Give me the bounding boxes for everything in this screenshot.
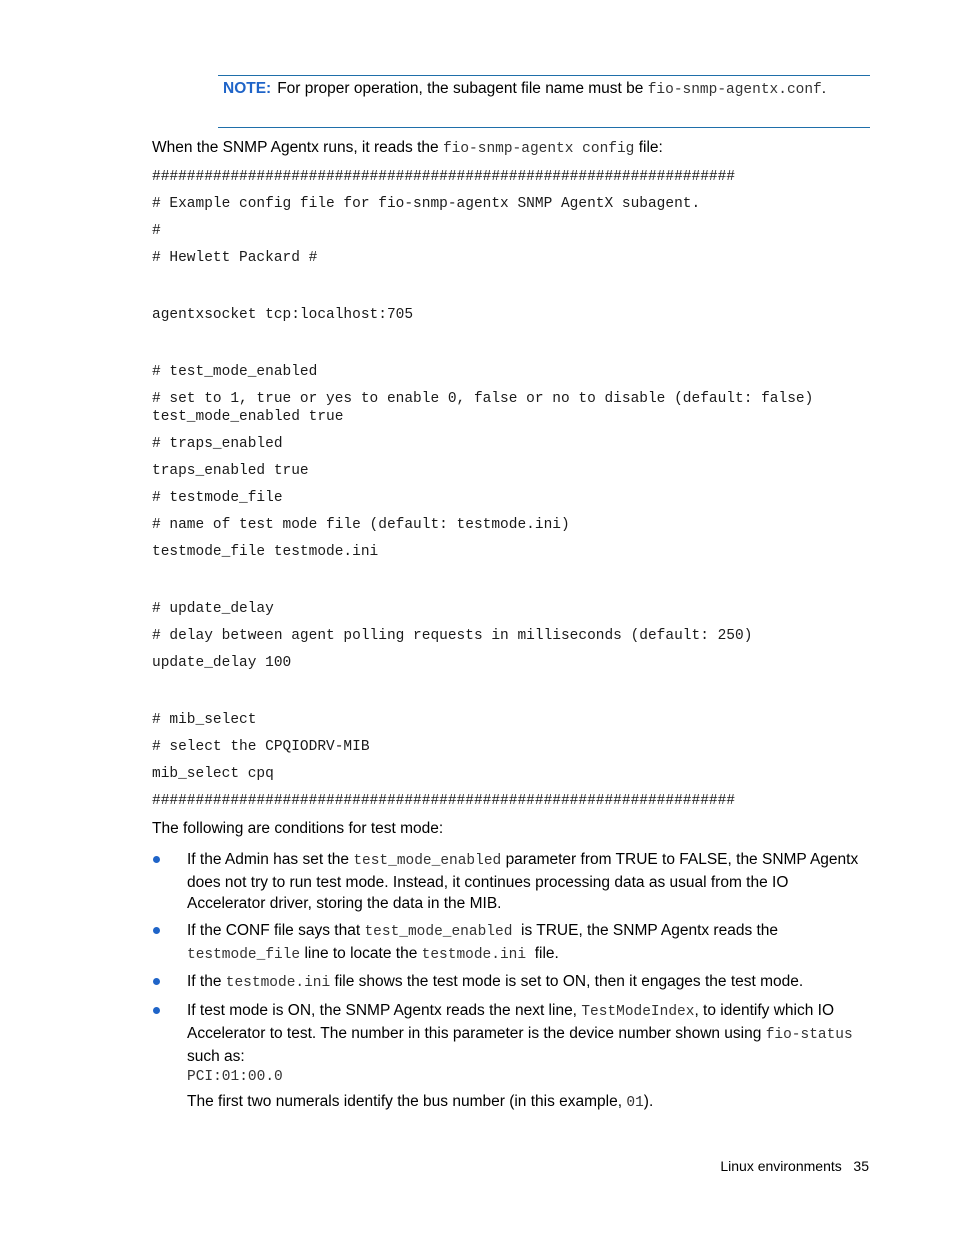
code-line: # set to 1, true or yes to enable 0, false or no to disable (default: false) bbox=[152, 391, 814, 407]
bullet-item bbox=[187, 849, 867, 914]
intro-paragraph bbox=[152, 139, 663, 157]
page-footer bbox=[720, 1158, 869, 1174]
bullet-code: TestModeIndex bbox=[581, 1004, 695, 1020]
code-line: # update_delay bbox=[152, 601, 274, 617]
bullet-text: , to identify which IO Accelerator to test. The number in this parameter is the device number shown using bbox=[187, 1002, 834, 1042]
code-line: # name of test mode file (default: testmode.ini) bbox=[152, 517, 570, 533]
intro-code: fio-snmp-agentx config bbox=[442, 141, 635, 157]
note-top-rule bbox=[218, 75, 870, 76]
bullet-code: testmode.ini bbox=[225, 975, 331, 991]
bus-note-code: 01 bbox=[626, 1095, 644, 1111]
note-end: . bbox=[821, 80, 827, 97]
bus-note bbox=[187, 1093, 653, 1111]
code-line: mib_select cpq bbox=[152, 766, 274, 782]
bullet-marker bbox=[153, 978, 160, 985]
bullet-code: test_mode_enabled bbox=[353, 853, 502, 869]
page-number: 35 bbox=[853, 1158, 869, 1174]
bullet-code: testmode_file bbox=[187, 947, 301, 963]
bullet-marker bbox=[153, 927, 160, 934]
bullet-text: file. bbox=[534, 945, 559, 962]
code-line: # select the CPQIODRV-MIB bbox=[152, 739, 370, 755]
bullet-item bbox=[187, 920, 867, 966]
bullet-text: file shows the test mode is set to ON, then it engages the test mode. bbox=[334, 973, 804, 990]
bullet-text: parameter from TRUE to FALSE, the SNMP Agentx does not try to run test mode. Instead, it continues processing data as usual from the IO Accelerator driver, storing the data in the MIB. bbox=[187, 851, 859, 912]
code-line: # bbox=[152, 223, 161, 239]
intro-end: file: bbox=[638, 139, 663, 156]
code-line: agentxsocket tcp:localhost:705 bbox=[152, 307, 414, 323]
code-line: # Example config file for fio-snmp-agentx SNMP AgentX subagent. bbox=[152, 196, 701, 212]
bullet-text: If test mode is ON, the SNMP Agentx reads the next line, bbox=[187, 1002, 577, 1019]
bullet-text: is TRUE, the SNMP Agentx reads the bbox=[521, 922, 779, 939]
note-bottom-rule bbox=[218, 127, 870, 128]
code-line: # testmode_file bbox=[152, 490, 283, 506]
bullet-text: If the bbox=[187, 973, 222, 990]
conditions-heading: The following are conditions for test mode: bbox=[152, 820, 444, 837]
code-line: update_delay 100 bbox=[152, 655, 292, 671]
code-line: testmode_file testmode.ini bbox=[152, 544, 379, 560]
bullet-item bbox=[187, 1000, 867, 1067]
code-line: traps_enabled true bbox=[152, 463, 309, 479]
intro-text: When the SNMP Agentx runs, it reads the bbox=[152, 139, 439, 156]
bullet-code: testmode.ini bbox=[421, 947, 527, 963]
note-label: NOTE: bbox=[223, 80, 272, 97]
bullet-text: If the CONF file says that bbox=[187, 922, 361, 939]
bullet-marker bbox=[153, 856, 160, 863]
bullet-text: such as: bbox=[187, 1048, 245, 1065]
code-line: # Hewlett Packard # bbox=[152, 250, 318, 266]
bullet-code: fio-status bbox=[765, 1027, 853, 1043]
note-code: fio-snmp-agentx.conf bbox=[647, 82, 822, 98]
footer-section: Linux environments bbox=[720, 1158, 842, 1174]
code-line: test_mode_enabled true bbox=[152, 409, 344, 425]
code-line: # test_mode_enabled bbox=[152, 364, 318, 380]
code-line: # mib_select bbox=[152, 712, 257, 728]
note-text: For proper operation, the subagent file name must be bbox=[277, 80, 644, 97]
bus-note-end: ). bbox=[643, 1093, 654, 1110]
code-line: ################################################################### bbox=[152, 793, 735, 809]
bullet-text: If the Admin has set the bbox=[187, 851, 349, 868]
pci-example: PCI:01:00.0 bbox=[187, 1069, 283, 1085]
code-line: # traps_enabled bbox=[152, 436, 283, 452]
note bbox=[223, 80, 826, 98]
code-line: ################################################################### bbox=[152, 169, 735, 185]
bullet-text: line to locate the bbox=[304, 945, 418, 962]
code-line: # delay between agent polling requests in milliseconds (default: 250) bbox=[152, 628, 753, 644]
bullet-item bbox=[187, 971, 867, 994]
bullet-marker bbox=[153, 1007, 160, 1014]
bullet-code: test_mode_enabled bbox=[364, 924, 513, 940]
bus-note-text: The first two numerals identify the bus number (in this example, bbox=[187, 1093, 623, 1110]
